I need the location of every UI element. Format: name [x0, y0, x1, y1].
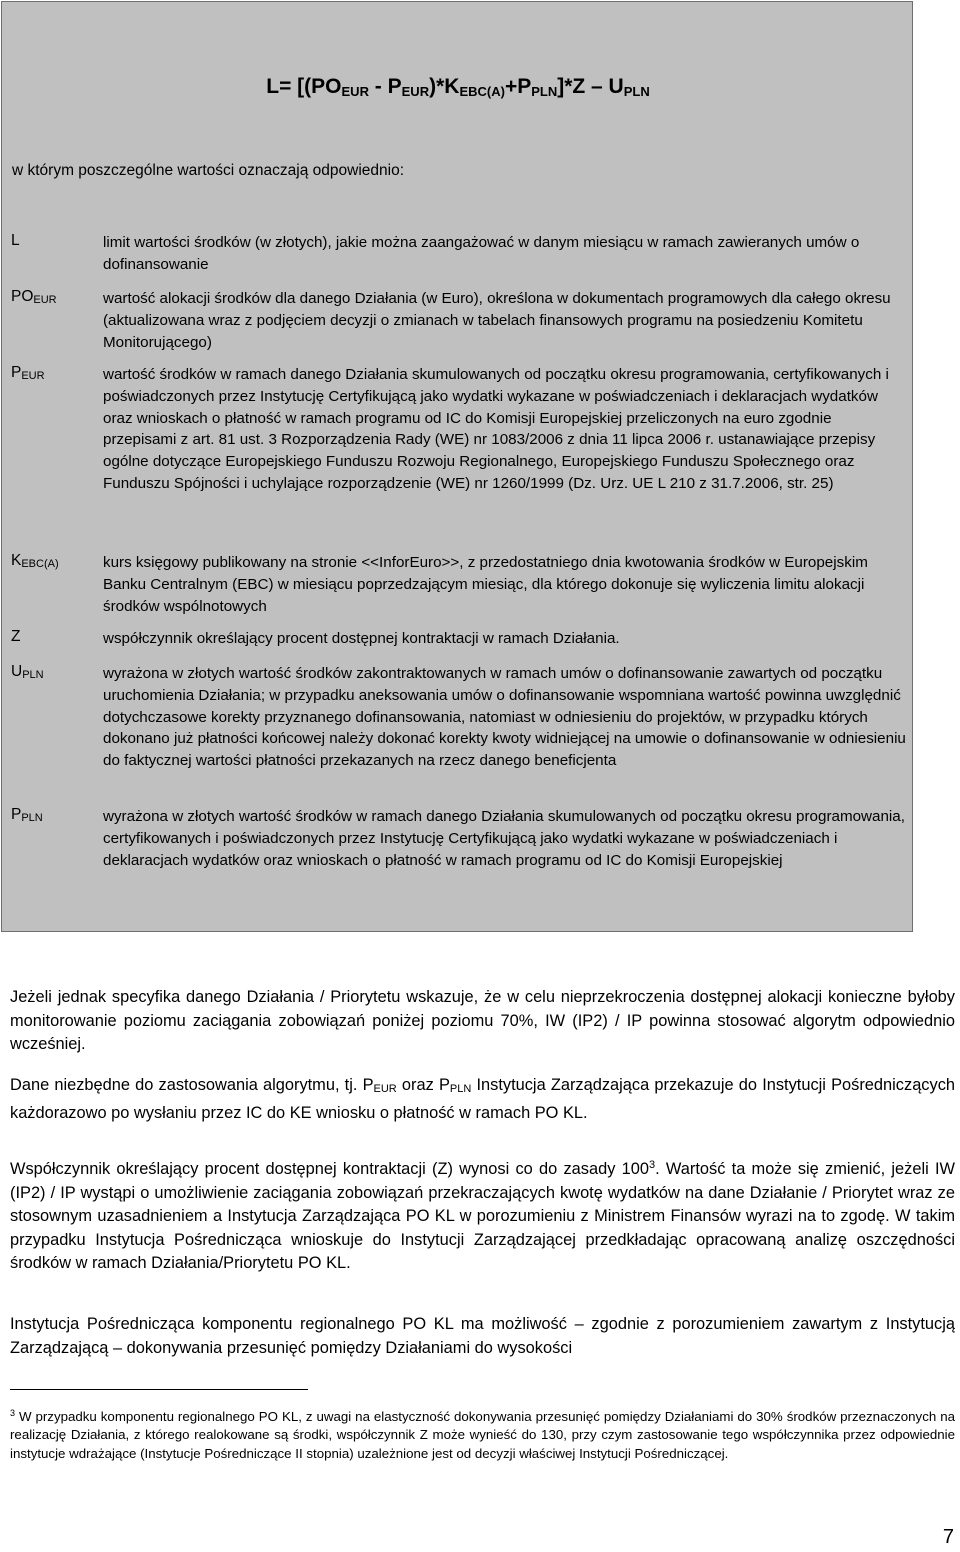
footnote: $^3$ W przypadku komponentu regionalnego PO KL, z uwagi na elastyczność dokonywania przesunięć pomiędzy Działaniami do 30% środków przeznaczonych na realizację Działania, z którego realokowane są środki, współczynnik Z może wynieść do 130, przy czym zastosowanie tego współczynnika przez odpowiednie instytucje wdrażające (Instytucje Pośredniczące II stopnia) uzależnione jest od decyzji właściwej Instytucji Pośredniczącej. [10, 1408, 955, 1461]
formula-legend-box [1, 1, 913, 932]
paragraph-regional-component: Instytucja Pośrednicząca komponentu regionalnego PO KL ma możliwość – zgodnie z porozumieniem zawartym z Instytucją Zarządzającą – dokonywania przesunięć pomiędzy Działaniami do wysokości [10, 1315, 955, 1357]
legend-intro: w którym poszczególne wartości oznaczają odpowiednio: [12, 162, 405, 179]
definition-k-ebc: kurs księgowy publikowany na stronie <<InforEuro>>, z przedostatniego dnia kwotowania środków w Europejskim Banku Centralnym (EBC) w miesiącu poprzedzającym miesiąc, dla którego dokonuje się wyliczenia limitu alokacji środków wspólnotowych [103, 554, 868, 615]
definition-po-eur: wartość alokacji środków dla danego Działania (w Euro), określona w dokumentach programowych dla całego okresu (aktualizowana wraz z podjęciem decyzji o zmianach w tabelach finansowych programu na posiedzeniu Komitetu Monitorującego) [103, 290, 891, 351]
definition-p-pln: wyrażona w złotych wartość środków w ramach danego Działania skumulowanych od początku okresu programowania, certyfikowanych i poświadczonych przez Instytucję Certyfikującą jako wydatki wykazane w poświadczeniach i deklaracjach wydatków oraz wnioskach o płatność w ramach programu od IC do Komisji Europejskiej [103, 808, 905, 869]
symbol-p-eur: $P_{EUR}$ [11, 364, 45, 382]
definition-z: współczynnik określający procent dostępnej kontraktacji w ramach Działania. [103, 630, 620, 647]
symbol-k-ebc: $K_{EBC(A)}$ [11, 552, 59, 570]
paragraph-required-data: Dane niezbędne do zastosowania algorytmu, tj. $P_{EUR}$ oraz $P_{PLN}$ Instytucja Zarządzająca przekazuje do Instytucji Pośredniczących każdorazowo po wysłaniu przez IC do KE wniosku o płatność w ramach PO KL. [10, 1076, 956, 1122]
definition-p-eur: wartość środków w ramach danego Działania skumulowanych od początku okresu programowania, certyfikowanych i poświadczonych przez Instytucję Certyfikującą jako wydatki wykazane w poświadczeniach i deklaracjach wydatków oraz wnioskach o płatność w ramach programu od IC do Komisji Europejskiej przeliczonych na euro zgodnie przepisami z art. 81 ust. 3 Rozporządzenia Rady (WE) nr 1083/2006 z dnia 11 lipca 2006 r. ustanawiające przepisy ogólne dotyczące Europejskiego Funduszu Rozwoju Regionalnego, Europejskiego Funduszu Społecznego oraz Funduszu Spójności i uchylające rozporządzenie (WE) nr 1260/1999 (Dz. Urz. UE L 210 z 31.7.2006, str. 25) [103, 366, 889, 492]
paragraph-coefficient-z: Współczynnik określający procent dostępnej kontraktacji (Z) wynosi co do zasady $100^3$. Wartość ta może się zmienić, jeżeli IW (IP2) / IP wystąpi o umożliwienie zaciągania zobowiązań przekraczających kwotę wydatków na dane Działanie / Priorytet wraz ze stosownym uzasadnieniem a Instytucja Zarządzająca PO KL w porozumieniu z Ministrem Finansów wyrazi na to zgodę. W takim przypadku Instytucja Pośrednicząca wnioskuje do Instytucji Zarządzającej przedkładając opracowaną analizę oszczędności środków w ramach Działania/Priorytetu PO KL. [10, 1159, 955, 1272]
paragraph-early-monitoring: Jeżeli jednak specyfika danego Działania / Priorytetu wskazuje, że w celu nieprzekroczenia dostępnej alokacji konieczne byłoby monitorowanie poziomu zaciągania zobowiązań poniżej poziomu 70%, IW (IP2) / IP powinna stosować algorytm odpowiednio wcześniej. [10, 988, 955, 1053]
symbol-z: Z [11, 628, 21, 645]
symbol-l: L [11, 232, 20, 249]
footnote-separator [10, 1389, 308, 1390]
symbol-u-pln: $U_{PLN}$ [11, 663, 44, 681]
symbol-po-eur: $PO_{EUR}$ [11, 288, 57, 306]
page-number: 7 [942, 1526, 954, 1548]
footnote-reference[interactable]: 3 [649, 1159, 656, 1171]
definition-l: limit wartości środków (w złotych), jakie można zaangażować w danym miesiącu w ramach zawieranych umów o dofinansowanie [103, 234, 860, 273]
limit-formula: $L= [(PO_{EUR} - P_{EUR})*K_{EBC(A)}+P_{PLN}]*Z - U_{PLN}$ [266, 75, 650, 99]
definition-u-pln: wyrażona w złotych wartość środków zakontraktowanych w ramach umów o dofinansowanie zawartych od początku uruchomienia Działania; w przypadku aneksowania umów o dofinansowanie wspomniana wartość powinna uwzględnić dotychczasowe korekty przyznanego dofinansowania, natomiast w odniesieniu do projektów, w przypadku których dokonano już płatności końcowej należy dokonać korekty kwoty widniejącej na umowie o dofinansowanie w odniesieniu do faktycznej wartości płatności przekazanych na rzecz danego beneficjenta [103, 665, 906, 770]
symbol-p-pln: $P_{PLN}$ [11, 806, 43, 824]
